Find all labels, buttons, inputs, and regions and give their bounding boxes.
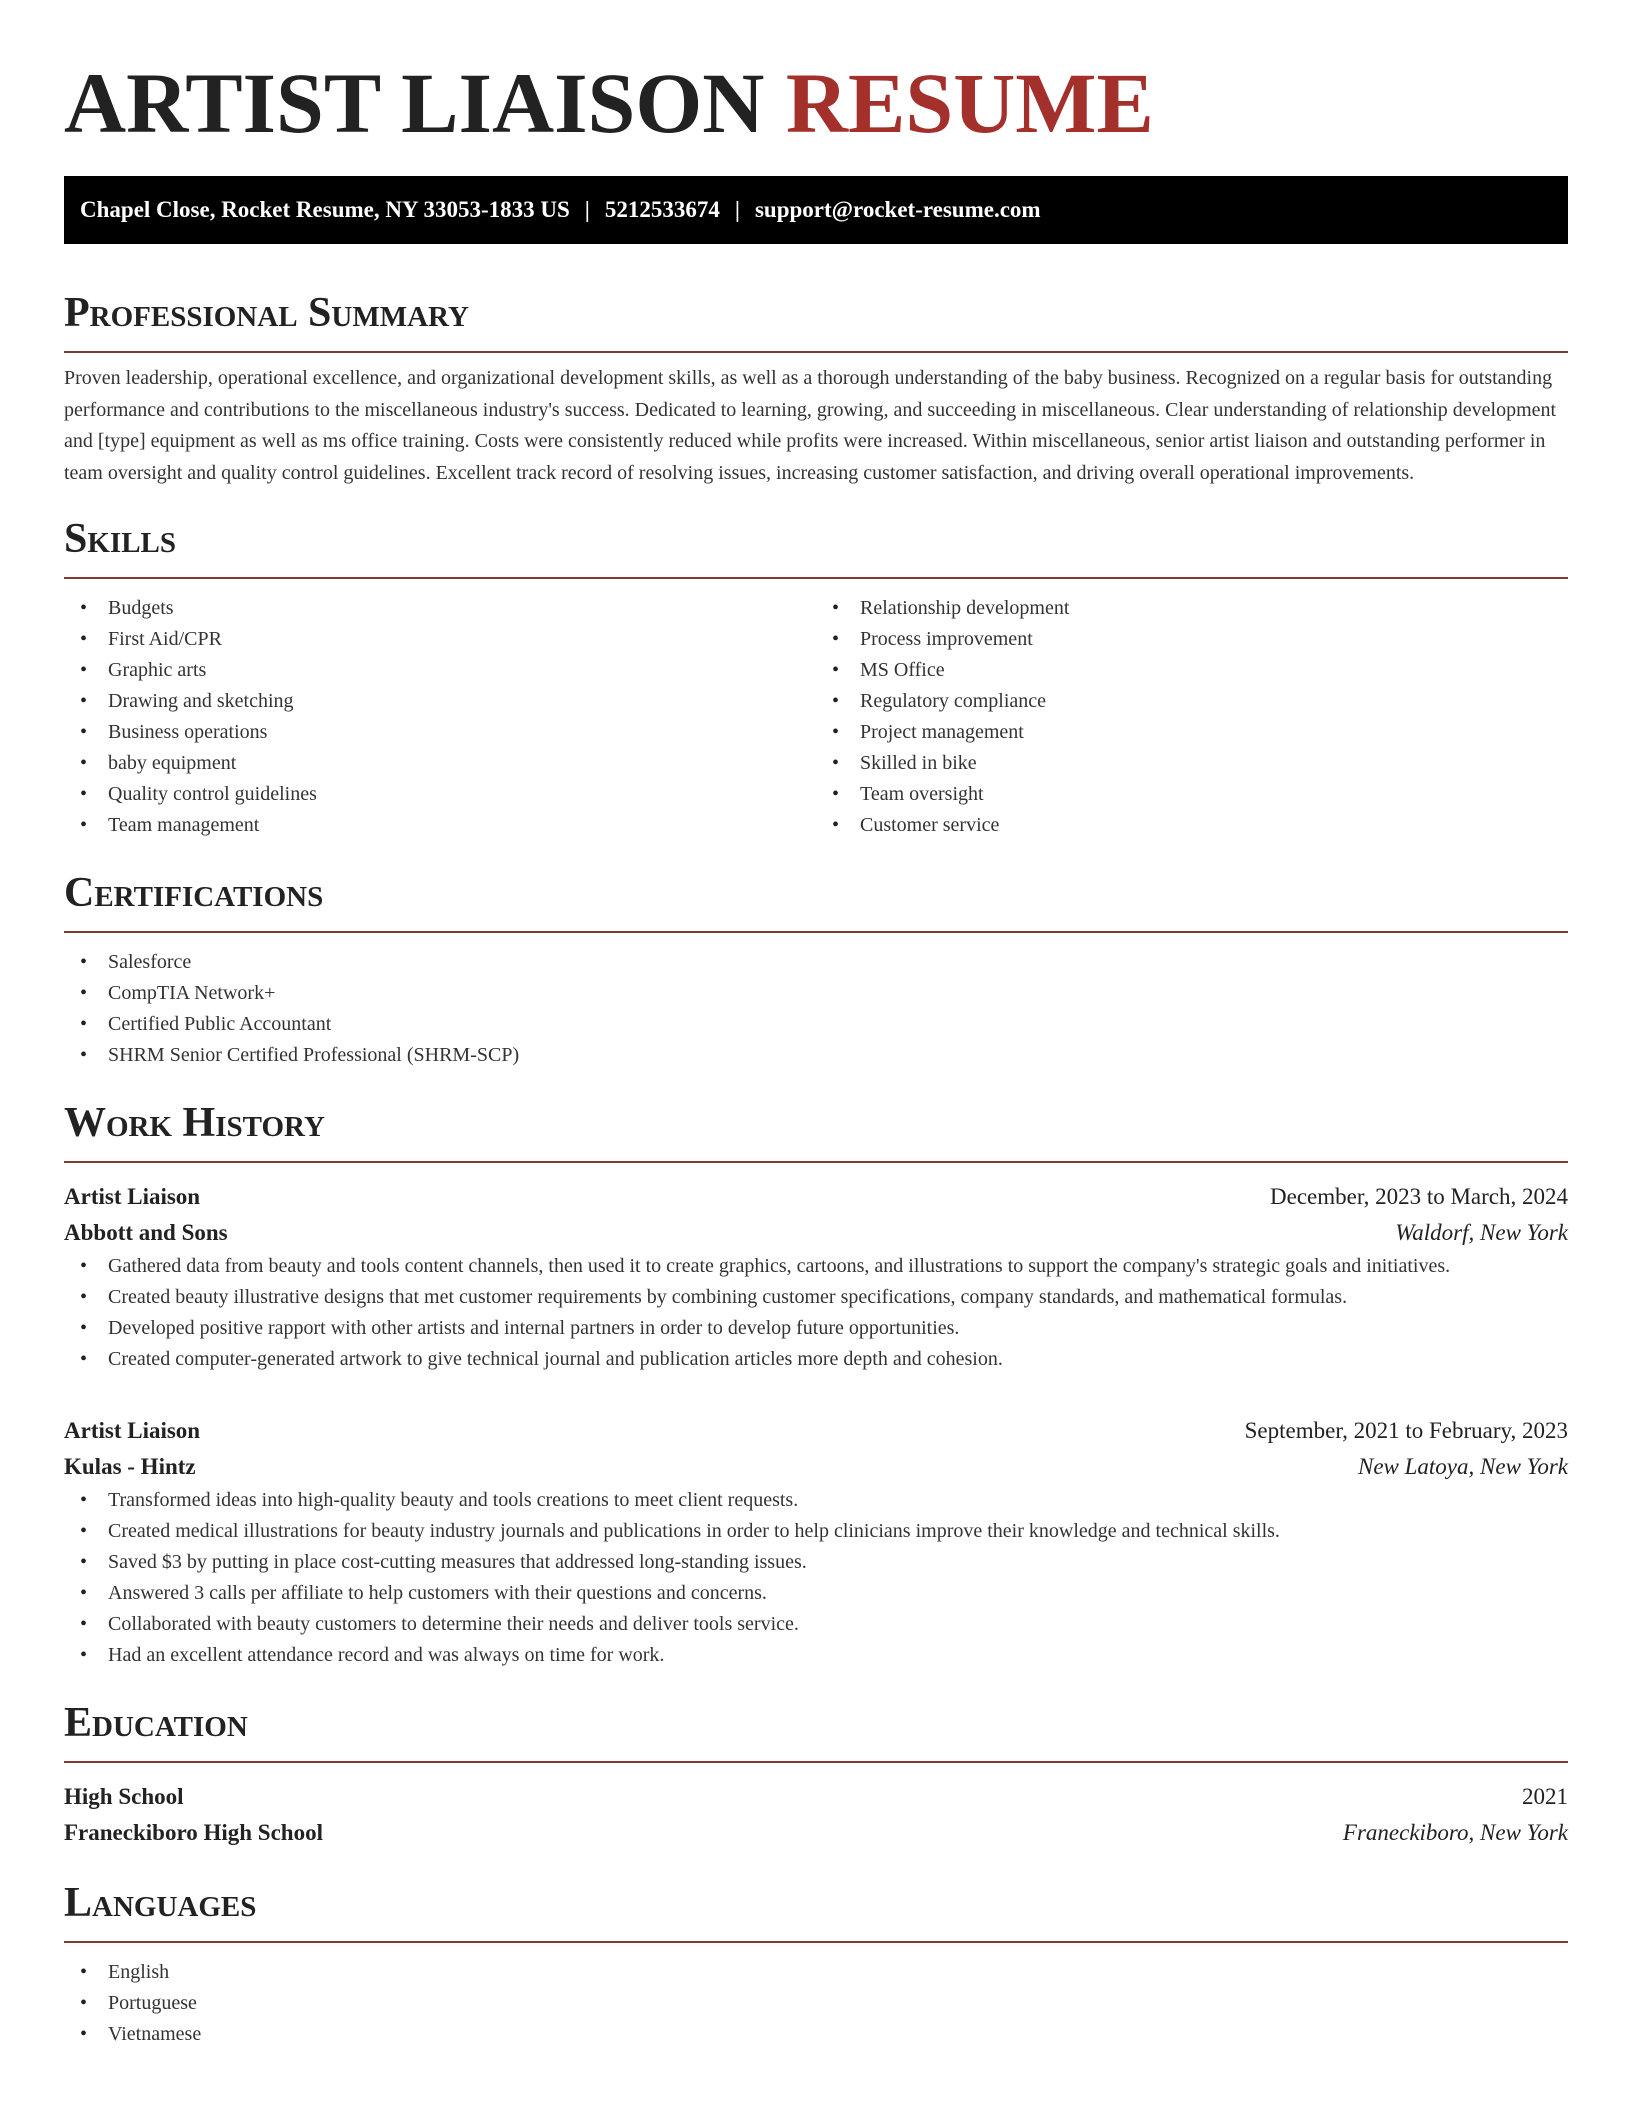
job-header-row (64, 1413, 1568, 1449)
section-heading-summary: Professional Summary (64, 290, 469, 336)
education-entry (64, 1779, 1568, 1851)
list-item: • Regulatory compliance (860, 686, 1568, 717)
education-section (64, 1699, 1568, 1851)
education-degree: High School (64, 1784, 184, 1809)
title-accent: RESUME (785, 55, 1154, 151)
list-item: • Team oversight (860, 779, 1568, 810)
languages-list (64, 1957, 1568, 2050)
section-heading-certifications: Certifications (64, 870, 324, 916)
job-dates: September, 2021 to February, 2023 (1244, 1418, 1568, 1443)
contact-separator: | (584, 197, 590, 222)
list-item: • Business operations (108, 717, 816, 748)
job-dates: December, 2023 to March, 2024 (1270, 1184, 1568, 1209)
certifications-section (64, 869, 1568, 1071)
list-item: • Created medical illustrations for beauty industry journals and publications in order to help clinicians improve their knowledge and technical skills. (108, 1516, 1568, 1547)
contact-bar (64, 176, 1568, 244)
job-title: Artist Liaison (64, 1184, 201, 1209)
education-location: Franeckiboro, New York (1342, 1820, 1568, 1845)
section-divider (64, 351, 1568, 353)
education-year: 2021 (1522, 1784, 1568, 1809)
list-item: • Drawing and sketching (108, 686, 816, 717)
education-school: Franeckiboro High School (64, 1820, 323, 1845)
section-heading-skills: Skills (64, 516, 177, 562)
skills-list-right (816, 593, 1568, 841)
job-company-row (64, 1449, 1568, 1485)
list-item: • Salesforce (108, 947, 1568, 978)
list-item: • Process improvement (860, 624, 1568, 655)
job-location: New Latoya, New York (1357, 1454, 1568, 1479)
section-divider (64, 1941, 1568, 1943)
summary-text: Proven leadership, operational excellence, and organizational development skills, as well as a thorough understanding of the baby business. Recognized on a regular basis for outstanding performance and contributions to the miscellaneous industry's success. Dedicated to learning, growing, and succeeding in miscellaneous. Clear understanding of relationship development and [type] equipment as well as ms office training. Costs were consistently reduced while profits were increased. Within miscellaneous, senior artist liaison and outstanding performer in team oversight and quality control guidelines. Excellent track record of resolving issues, increasing customer satisfaction, and driving overall operational improvements. (64, 367, 1557, 484)
list-item: • Answered 3 calls per affiliate to help customers with their questions and concerns. (108, 1578, 1568, 1609)
list-item: • Created beauty illustrative designs that met customer requirements by combining customer specifications, company standards, and mathematical formulas. (108, 1282, 1568, 1313)
contact-separator: | (734, 197, 740, 222)
list-item: • CompTIA Network+ (108, 978, 1568, 1009)
list-item: • Quality control guidelines (108, 779, 816, 810)
work-history-section (64, 1099, 1568, 1671)
list-item: • Budgets (108, 593, 816, 624)
list-item: • Created computer-generated artwork to give technical journal and publication articles more depth and cohesion. (108, 1344, 1568, 1375)
title-main: ARTIST LIAISON (64, 55, 765, 151)
list-item: • Vietnamese (108, 2019, 1568, 2050)
list-item: • Developed positive rapport with other artists and internal partners in order to develop future opportunities. (108, 1313, 1568, 1344)
certifications-list (64, 947, 1568, 1071)
list-item: • SHRM Senior Certified Professional (SHRM-SCP) (108, 1040, 1568, 1071)
list-item: • Graphic arts (108, 655, 816, 686)
job-company: Kulas - Hintz (64, 1454, 196, 1479)
education-header-row (64, 1779, 1568, 1815)
job-location: Waldorf, New York (1395, 1220, 1568, 1245)
list-item: • Relationship development (860, 593, 1568, 624)
job-entry (64, 1413, 1568, 1671)
section-heading-work-history: Work History (64, 1100, 325, 1146)
contact-email: support@rocket-resume.com (754, 197, 1041, 222)
contact-phone: 5212533674 (604, 197, 720, 222)
list-item: • Saved $3 by putting in place cost-cutting measures that addressed long-standing issues. (108, 1547, 1568, 1578)
list-item: • Skilled in bike (860, 748, 1568, 779)
skills-columns (64, 593, 1568, 841)
languages-section (64, 1879, 1568, 2050)
section-heading-languages: Languages (64, 1880, 257, 1926)
list-item: • Gathered data from beauty and tools content channels, then used it to create graphics, cartoons, and illustrations to support the company's strategic goals and initiatives. (108, 1251, 1568, 1282)
job-bullets (64, 1485, 1568, 1671)
section-divider (64, 1761, 1568, 1763)
list-item: • Customer service (860, 810, 1568, 841)
section-heading-education: Education (64, 1700, 248, 1746)
list-item: • English (108, 1957, 1568, 1988)
job-title: Artist Liaison (64, 1418, 201, 1443)
list-item: • Certified Public Accountant (108, 1009, 1568, 1040)
education-school-row (64, 1815, 1568, 1851)
job-bullets (64, 1251, 1568, 1375)
job-company-row (64, 1215, 1568, 1251)
list-item: • baby equipment (108, 748, 816, 779)
list-item: • MS Office (860, 655, 1568, 686)
job-company: Abbott and Sons (64, 1220, 228, 1245)
resume-title (64, 0, 1568, 152)
skills-section (64, 515, 1568, 841)
list-item: • Collaborated with beauty customers to determine their needs and deliver tools service. (108, 1609, 1568, 1640)
job-header-row (64, 1179, 1568, 1215)
summary-section (64, 289, 1568, 489)
contact-address: Chapel Close, Rocket Resume, NY 33053-1833 US (80, 197, 570, 222)
list-item: • Portuguese (108, 1988, 1568, 2019)
skills-list-left (64, 593, 816, 841)
list-item: • Transformed ideas into high-quality beauty and tools creations to meet client requests. (108, 1485, 1568, 1516)
list-item: • Project management (860, 717, 1568, 748)
list-item: • First Aid/CPR (108, 624, 816, 655)
list-item: • Team management (108, 810, 816, 841)
job-entry (64, 1179, 1568, 1375)
section-divider (64, 931, 1568, 933)
section-divider (64, 577, 1568, 579)
list-item: • Had an excellent attendance record and was always on time for work. (108, 1640, 1568, 1671)
section-divider (64, 1161, 1568, 1163)
